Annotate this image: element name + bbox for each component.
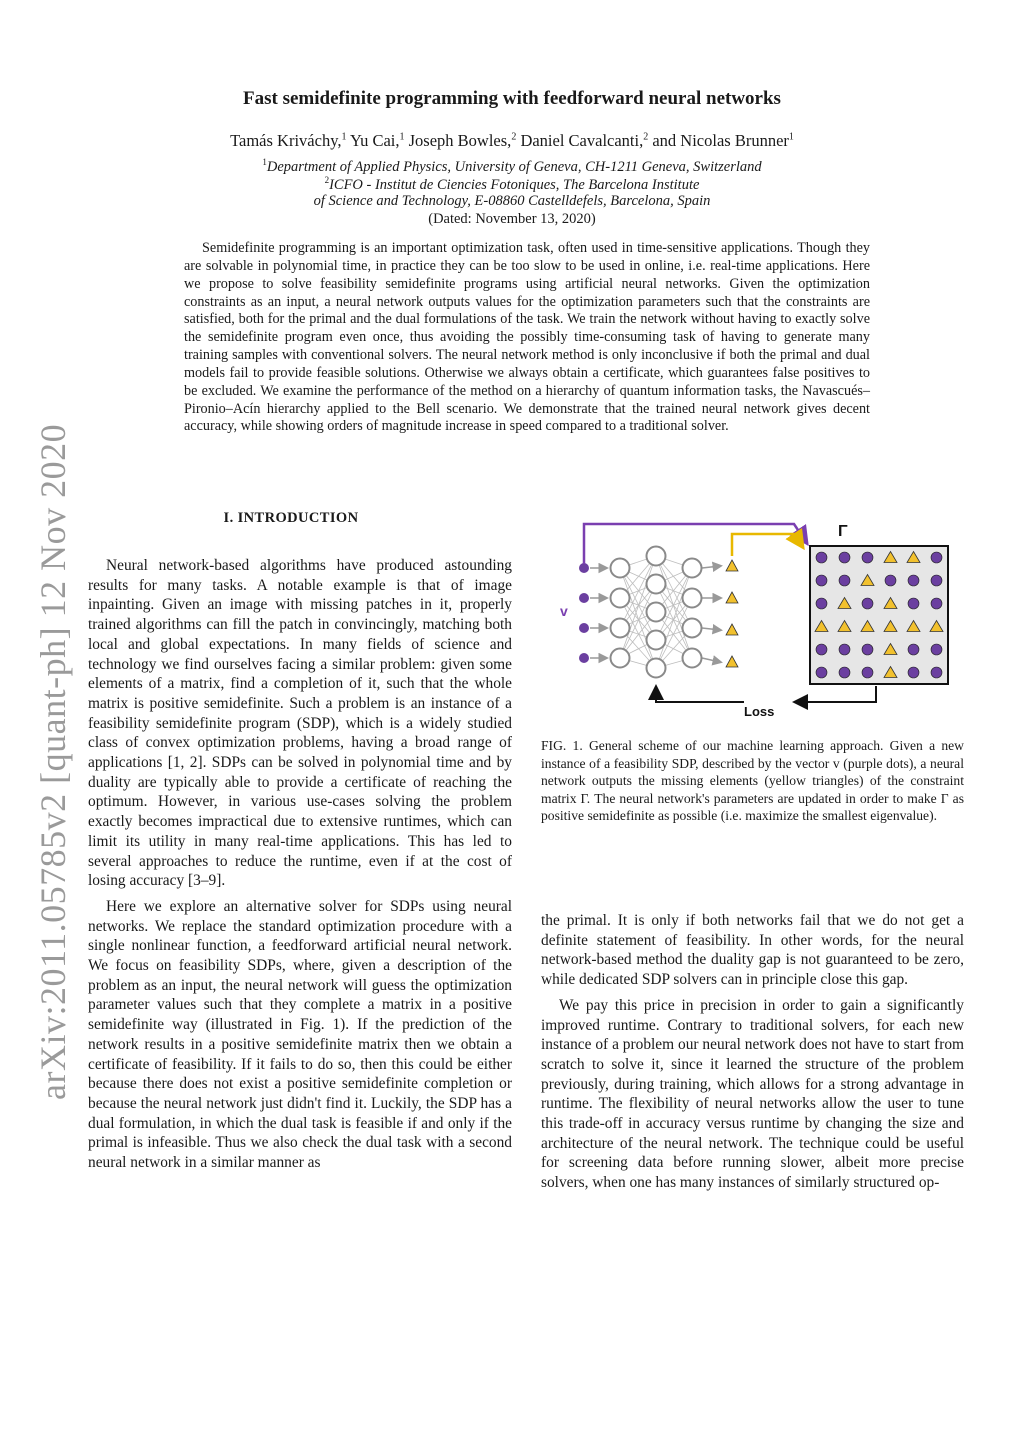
paragraph: Neural network-based algorithms have produced astounding results for many tasks. A notable example is that of image inpainting. Given an image with missing patches in it, properly trained algorithms can fill the patch in convincingly, matching both local and global expectations. In many fields of science and technology we find ourselves facing a similar problem: given some elements of a matrix, find a completion of it, such that the whole matrix is positive semidefinite. Such a problem is an instance of a feasibility semidefinite program (SDP), which is a widely studied class of convex optimization problems, having a broad range of applications [1, 2]. SDPs can be solved in polynomial time and by duality are typically able to provide a certificate of reaching the optimum. However, in various use-cases solving the problem exactly becomes impractical due to extensive runtimes, which can limit its utility in many real-time applications. This has led to several approaches to reduce the runtime, even if at the cost of losing accuracy [3–9].: [88, 557, 512, 890]
neuron: [647, 575, 666, 594]
author: Joseph Bowles,$^2$: [408, 131, 517, 150]
matrix-dot: [931, 575, 942, 586]
output-arrow: [702, 628, 720, 630]
matrix-dot: [862, 552, 873, 563]
matrix-dot: [839, 644, 850, 655]
gamma-matrix: [810, 546, 948, 684]
neuron: [611, 559, 630, 578]
matrix-dot: [862, 667, 873, 678]
matrix-dot: [816, 644, 827, 655]
neuron: [611, 619, 630, 638]
abstract: Semidefinite programming is an important optimization task, often used in time-sensitive applications. Though they are solvable in polynomial time, in practice they can be too slow to be used in online, i.e. real-time applications. Here we propose to solve feasibility semidefinite programs using artificial neural networks. Given the optimization constraints as an input, a neural network outputs values for the optimization parameters such that the constraints are satisfied, both for the primal and the dual formulations of the task. We train the network without having to exactly solve the semidefinite program even once, thus avoiding the possibly time-consuming task of having to generate many training samples with conventional solvers. The neural network method is only inconclusive if both the primal and dual models fail to provide feasible solutions. Otherwise we always obtain a certificate, which guarantees false positives to be excluded. We examine the performance of the method on a hierarchy of quantum information tasks, the Navascués–Pironio–Acín hierarchy applied to the Bell scenario. We demonstrate that the trained neural network gives decent accuracy, while showing orders of magnitude increase in speed compared to a traditional solver.: [184, 240, 870, 435]
matrix-dot: [862, 598, 873, 609]
paragraph: the primal. It is only if both networks fail that we do not get a definite statement of feasibility. In other words, for the neural network-based method the duality gap is not guaranteed to be zero, while dedicated SDP solvers can in principle close this gap.: [541, 912, 964, 989]
neuron: [611, 589, 630, 608]
affiliation-2-cont: of Science and Technology, E-08860 Castelldefels, Barcelona, Spain: [313, 193, 711, 209]
neuron: [647, 659, 666, 678]
author-list: [0, 131, 1024, 151]
matrix-dot: [908, 575, 919, 586]
neuron: [683, 589, 702, 608]
paper-title: Fast semidefinite programming with feedforward neural networks: [243, 88, 781, 109]
output-triangle: [726, 656, 738, 667]
matrix-dot: [931, 644, 942, 655]
gamma-label: Γ: [838, 523, 848, 540]
input-dot: [579, 653, 589, 663]
neuron: [683, 559, 702, 578]
output-triangle: [726, 624, 738, 635]
input-dot: [579, 593, 589, 603]
arxiv-identifier: arXiv:2011.05785v2 [quant-ph] 12 Nov 2020: [33, 423, 73, 1100]
loss-arrow-in: [796, 686, 876, 702]
section-heading-introduction: I. INTRODUCTION: [223, 510, 359, 526]
matrix-dot: [862, 644, 873, 655]
neuron: [647, 603, 666, 622]
neuron: [647, 547, 666, 566]
dated-line: (Dated: November 13, 2020): [428, 211, 596, 227]
author: and Nicolas Brunner$^1$: [652, 131, 794, 150]
figure-caption: FIG. 1. General scheme of our machine learning approach. Given a new instance of a feasibility SDP, described by the vector v (purple dots), a neural network outputs the missing elements (yellow triangles) of the constraint matrix Γ. The neural network's parameters are updated in order to make Γ as positive semidefinite as possible (i.e. maximize the smallest eigenvalue).: [541, 738, 964, 823]
right-column: [541, 911, 964, 1199]
left-column: [88, 556, 512, 1179]
loss-label: Loss: [744, 704, 775, 719]
matrix-dot: [816, 575, 827, 586]
matrix-dot: [816, 552, 827, 563]
matrix-dot: [908, 644, 919, 655]
neuron: [647, 631, 666, 650]
output-arrow: [702, 658, 720, 662]
matrix-dot: [931, 598, 942, 609]
author: Daniel Cavalcanti,$^2$: [520, 131, 649, 150]
figure-1: [548, 516, 968, 726]
loss-arrow-out: [656, 688, 744, 702]
affiliation-1: $^1$Department of Applied Physics, University of Geneva, CH-1211 Geneva, Switzerland: [262, 157, 762, 175]
matrix-dot: [839, 575, 850, 586]
affiliation-2: $^2$ICFO - Institut de Ciencies Fotoniques, The Barcelona Institute: [324, 175, 700, 193]
output-triangle: [726, 592, 738, 603]
vector-v-label: v: [560, 603, 568, 619]
neuron: [611, 649, 630, 668]
output-to-matrix-arrow: [732, 534, 802, 556]
paragraph: We pay this price in precision in order to gain a significantly improved runtime. Contrary to traditional solvers, for each new instance of a problem our neural network does not have to start from scratch to solve it, since it learned the structure of the problem previously, during training, which allows for a strong advantage in runtime. The flexibility of neural networks allow the user to tune this trade-off in accuracy versus runtime by changing the size and architecture of the neural network. The technique could be useful for screening data before running slower, albeit more precise solvers, when one has many instances of similarly structured op-: [541, 996, 964, 1192]
matrix-dot: [816, 667, 827, 678]
matrix-frame: [810, 546, 948, 684]
matrix-dot: [908, 598, 919, 609]
matrix-dot: [839, 552, 850, 563]
matrix-dot: [931, 667, 942, 678]
matrix-dot: [908, 667, 919, 678]
neuron: [683, 649, 702, 668]
neuron: [683, 619, 702, 638]
output-triangle: [726, 560, 738, 571]
neural-network-diagram: [548, 516, 968, 726]
input-dot: [579, 623, 589, 633]
matrix-dot: [816, 598, 827, 609]
matrix-dot: [839, 667, 850, 678]
matrix-dot: [885, 575, 896, 586]
matrix-dot: [931, 552, 942, 563]
input-dot: [579, 563, 589, 573]
author: Yu Cai,$^1$: [350, 131, 405, 150]
paragraph: Here we explore an alternative solver for SDPs using neural networks. We replace the standard optimization procedure with a single nonlinear function, a feedforward artificial neural network. We focus on feasibility SDPs, where, given a description of the problem as an input, the neural network will guess the optimization parameter values such that they complete a matrix in a positive semidefinite way (illustrated in Fig. 1). If the prediction of the network results in a positive semidefinite matrix then we obtain a certificate of feasibility. If it fails to do so, then this could be either because there does not exist a positive semidefinite completion or because the neural network just didn't find it. Luckily, the SDP has a dual formulation, in which the dual task is feasible if and only if the primal is infeasible. Thus we also check the dual task with a second neural network in a similar manner as: [88, 897, 512, 1172]
author: Tamás Kriváchy,$^1$: [230, 131, 347, 150]
output-arrow: [702, 566, 720, 568]
